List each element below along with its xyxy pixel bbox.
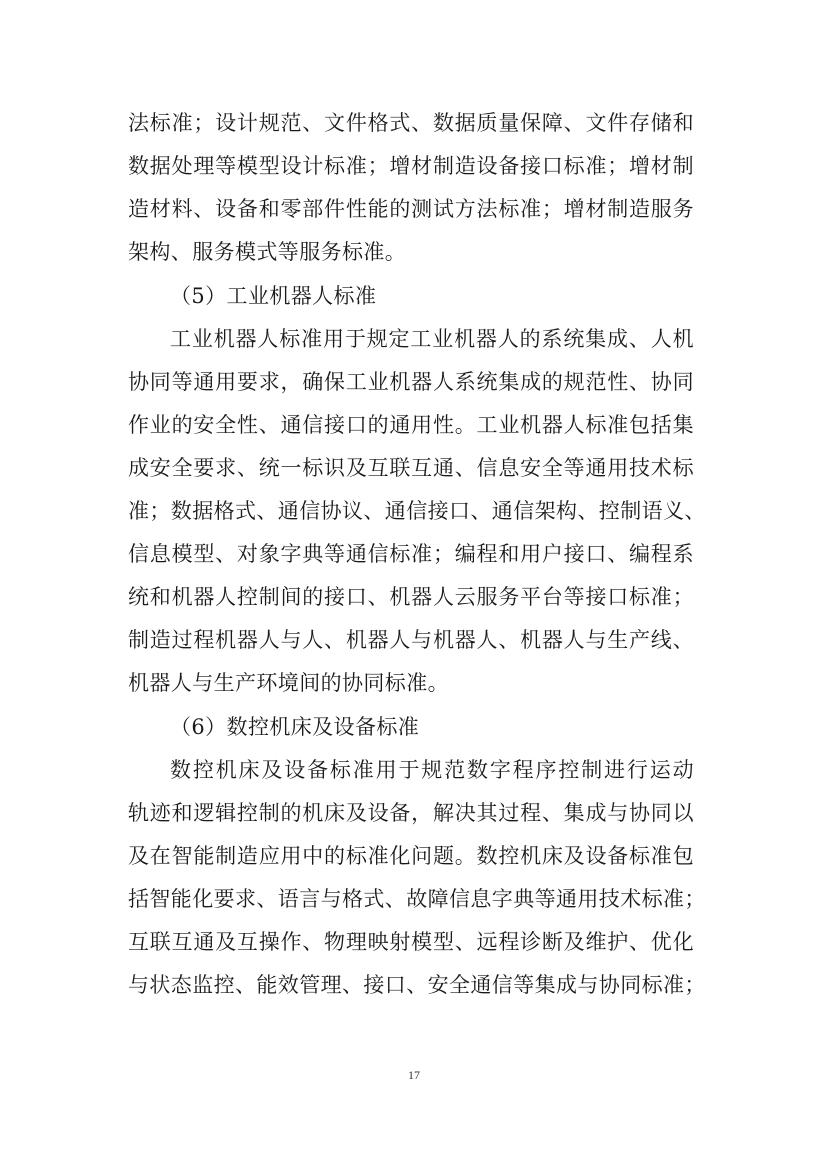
text-line: 互联互通及互操作、物理映射模型、远程诊断及维护、优化 [128,930,694,954]
text-line: 协同等通用要求，确保工业机器人系统集成的规范性、协同 [128,370,694,394]
text-line: 信息模型、对象字典等通信标准；编程和用户接口、编程系 [128,542,694,566]
text-line: 架构、服务模式等服务标准。 [128,240,407,264]
text-line: 造材料、设备和零部件性能的测试方法标准；增材制造服务 [128,197,694,221]
text-line: 法标准；设计规范、文件格式、数据质量保障、文件存储和 [128,111,694,135]
text-line: 轨迹和逻辑控制的机床及设备，解决其过程、集成与协同以 [128,801,694,825]
text-line: 数据处理等模型设计标准；增材制造设备接口标准；增材制 [128,154,694,178]
text-line: 数控机床及设备标准用于规范数字程序控制进行运动 [170,758,694,782]
text-line: 与状态监控、能效管理、接口、安全通信等集成与协同标准； [128,973,706,997]
text-line: 成安全要求、统一标识及互联互通、信息安全等通用技术标 [128,456,694,480]
text-line: 括智能化要求、语言与格式、故障信息字典等通用技术标准； [128,887,706,911]
text-line: 工业机器人标准用于规定工业机器人的系统集成、人机 [170,327,694,351]
text-line: 准；数据格式、通信协议、通信接口、通信架构、控制语义、 [128,499,706,523]
text-line: 机器人与生产环境间的协同标准。 [128,671,449,695]
section-heading-5: （5）工业机器人标准 [170,284,377,308]
text-line: 作业的安全性、通信接口的通用性。工业机器人标准包括集 [128,413,694,437]
section-heading-6: （6）数控机床及设备标准 [170,715,420,739]
text-line: 及在智能制造应用中的标准化问题。数控机床及设备标准包 [128,844,694,868]
text-line: 制造过程机器人与人、机器人与机器人、机器人与生产线、 [128,628,694,652]
text-line: 统和机器人控制间的接口、机器人云服务平台等接口标准； [128,585,694,609]
page-number: 17 [408,1068,420,1082]
